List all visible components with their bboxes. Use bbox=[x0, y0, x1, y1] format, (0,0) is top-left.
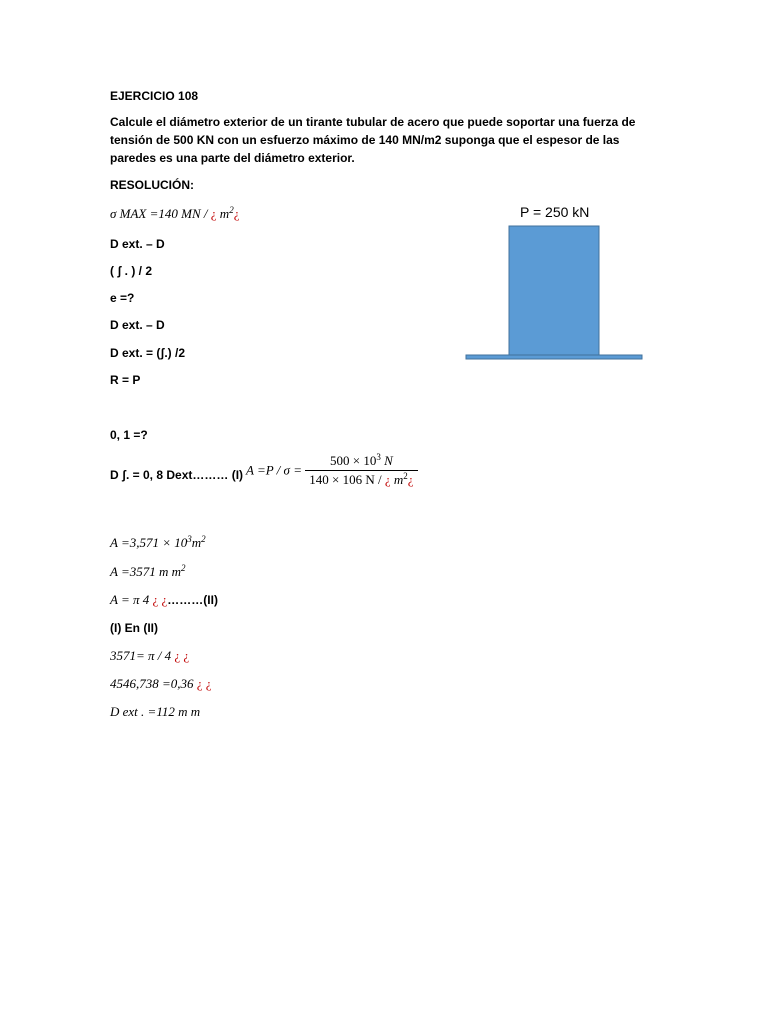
area-fraction bbox=[305, 453, 417, 488]
load-figure bbox=[460, 220, 650, 370]
step-dint-relation: D ʃ. = 0, 8 Dext……… (I) bbox=[110, 468, 244, 482]
step-ratio: 0, 1 =? bbox=[110, 428, 148, 442]
fraction-denominator: 140 × 106 N / ¿ $m^2¿$ bbox=[309, 471, 414, 487]
step-dext-equals: D ext. = (ʃ.) /2 bbox=[110, 346, 186, 360]
step-area-value: $A =3,571 \times 10^3m^2$ bbox=[110, 534, 206, 550]
step-r-equals-p: R = P bbox=[110, 373, 141, 387]
step-stress-max: σ MAX =140 MN / ¿ $m^2¿$ bbox=[110, 205, 240, 221]
step-thickness: e =? bbox=[110, 291, 135, 305]
fraction-numerator: $500 \times 10^3$ N bbox=[305, 453, 417, 471]
area-formula: A =P / σ = $\frac{500 \times 10^3 N}{140 \times 106 N / ¿ m^2¿}$ bbox=[246, 453, 418, 488]
step-result: D ext . =112 m m bbox=[110, 704, 201, 719]
support-base bbox=[466, 355, 642, 359]
step-dext-minus-d-2: D ext. – D bbox=[110, 318, 165, 332]
step-substitute: (I) En (II) bbox=[110, 621, 158, 635]
exercise-heading: EJERCICIO 108 bbox=[110, 89, 199, 103]
load-label: P = 250 kN bbox=[520, 204, 590, 220]
step-4546: 4546,738 =0,36 ¿ ¿ bbox=[110, 676, 212, 691]
step-dext-minus-d: D ext. – D bbox=[110, 237, 165, 251]
step-3571: 3571= π / 4 ¿ ¿ bbox=[110, 648, 190, 663]
step-area-pi: A = π 4 ¿ ¿………(II) bbox=[110, 592, 218, 607]
step-half-expression: ( ʃ . ) / 2 bbox=[110, 264, 152, 278]
resolution-label: RESOLUCIÓN: bbox=[110, 178, 194, 192]
tension-member-block bbox=[509, 226, 599, 356]
step-area-mm2: A =3571 m $m^2$ bbox=[110, 563, 186, 579]
problem-statement: Calcule el diámetro exterior de un tirante tubular de acero que puede soportar una fuerza de tensión de 500 KN con un esfuerzo máximo de 140 MN/m2 suponga que el espesor de las paredes es una parte del diámetro exterior. bbox=[110, 115, 636, 165]
